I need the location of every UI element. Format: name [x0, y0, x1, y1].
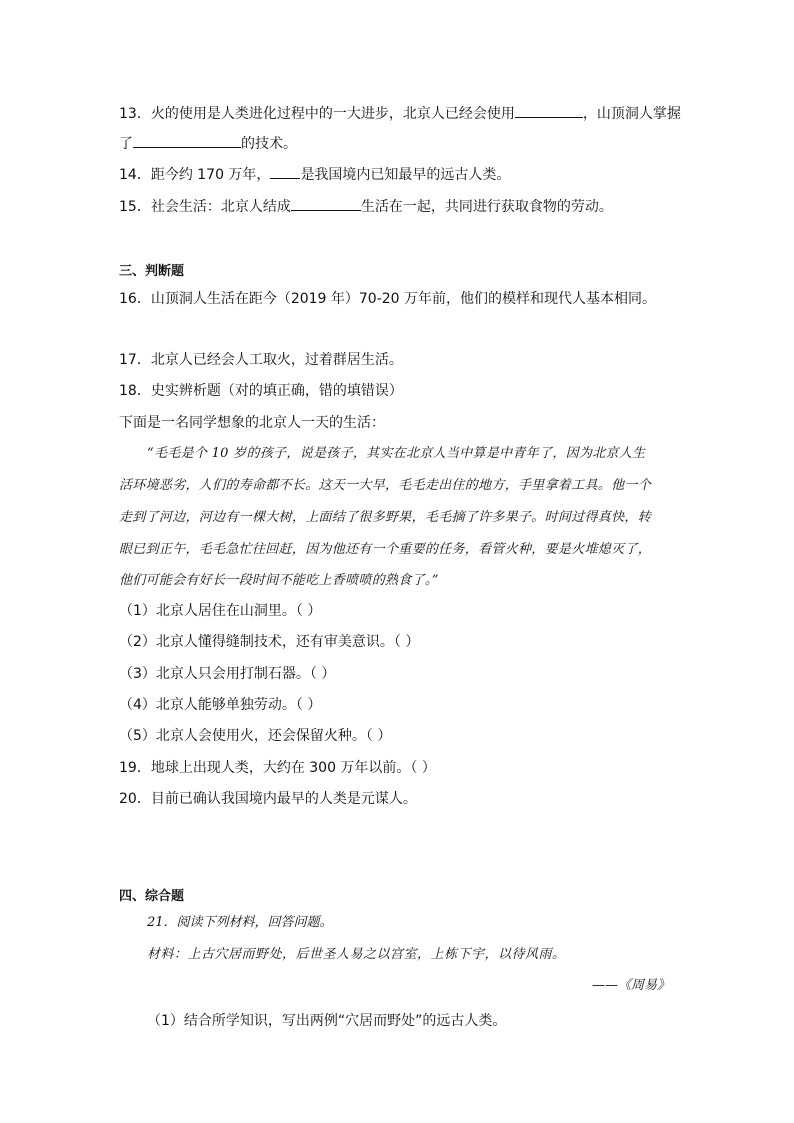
judgment-item-5[interactable]: （5）北京人会使用火，还会保留火种。（ ）	[119, 728, 392, 744]
answer-blank[interactable]	[291, 196, 361, 211]
question-13-line-1: 13．火的使用是人类进化过程中的一大进步，北京人已经会使用 ，山顶洞人掌握	[119, 103, 681, 124]
question-17: 17．北京人已经会人工取火，过着群居生活。	[119, 352, 403, 368]
question-16: 16．山顶洞人生活在距今（2019 年）70-20 万年前，他们的模样和现代人基本相同。	[119, 291, 657, 307]
story-line: 活环境恶劣，人们的寿命都不长。这天一大早，毛毛走出住的地方，手里拿着工具。他一个	[119, 478, 652, 493]
section-heading-comprehensive: 四、综合题	[119, 889, 185, 904]
story-line: “毛毛是个 10 岁的孩子，说是孩子，其实在北京人当中算是中青年了，因为北京人生	[147, 446, 646, 461]
judgment-item-1[interactable]: （1）北京人居住在山洞里。（ ）	[119, 603, 322, 619]
judgment-item-4[interactable]: （4）北京人能够单独劳动。（ ）	[119, 697, 322, 713]
answer-blank[interactable]	[515, 103, 583, 118]
section-heading-judgment: 三、判断题	[119, 264, 185, 279]
judgment-item-3[interactable]: （3）北京人只会用打制石器。（ ）	[119, 666, 336, 682]
question-13-line-2: 了 的技术。	[119, 133, 297, 154]
answer-blank[interactable]	[133, 133, 241, 148]
material-source: ——《周易》	[591, 978, 670, 993]
story-line: 他们可能会有好长一段时间不能吃上香喷喷的熟食了。”	[119, 573, 439, 588]
question-18-intro: 下面是一名同学想象的北京人一天的生活：	[119, 415, 385, 431]
story-line: 走到了河边，河边有一棵大树，上面结了很多野果，毛毛摘了许多果子。时间过得真快，转	[119, 510, 652, 525]
story-line: 眼已到正午，毛毛急忙往回赶，因为他还有一个重要的任务，看管火种，要是火堆熄灭了，	[119, 542, 652, 557]
question-14: 14．距今约 170 万年， 是我国境内已知最早的远古人类。	[119, 164, 510, 185]
question-18: 18．史实辨析题（对的填正确，错的填错误）	[119, 383, 403, 399]
question-20: 20．目前已确认我国境内最早的人类是元谋人。	[119, 791, 417, 807]
question-15: 15．社会生活：北京人结成 生活在一起，共同进行获取食物的劳动。	[119, 196, 613, 217]
answer-blank[interactable]	[270, 164, 300, 179]
question-21-sub-1: （1）结合所学知识，写出两例“穴居而野处”的远古人类。	[147, 1013, 507, 1029]
material-text: 材料：上古穴居而野处，后世圣人易之以宫室，上栋下宇，以待风雨。	[147, 947, 566, 962]
question-19[interactable]: 19．地球上出现人类，大约在 300 万年以前。（ ）	[119, 760, 436, 776]
question-21: 21．阅读下列材料，回答问题。	[147, 915, 333, 930]
judgment-item-2[interactable]: （2）北京人懂得缝制技术，还有审美意识。（ ）	[119, 634, 420, 650]
